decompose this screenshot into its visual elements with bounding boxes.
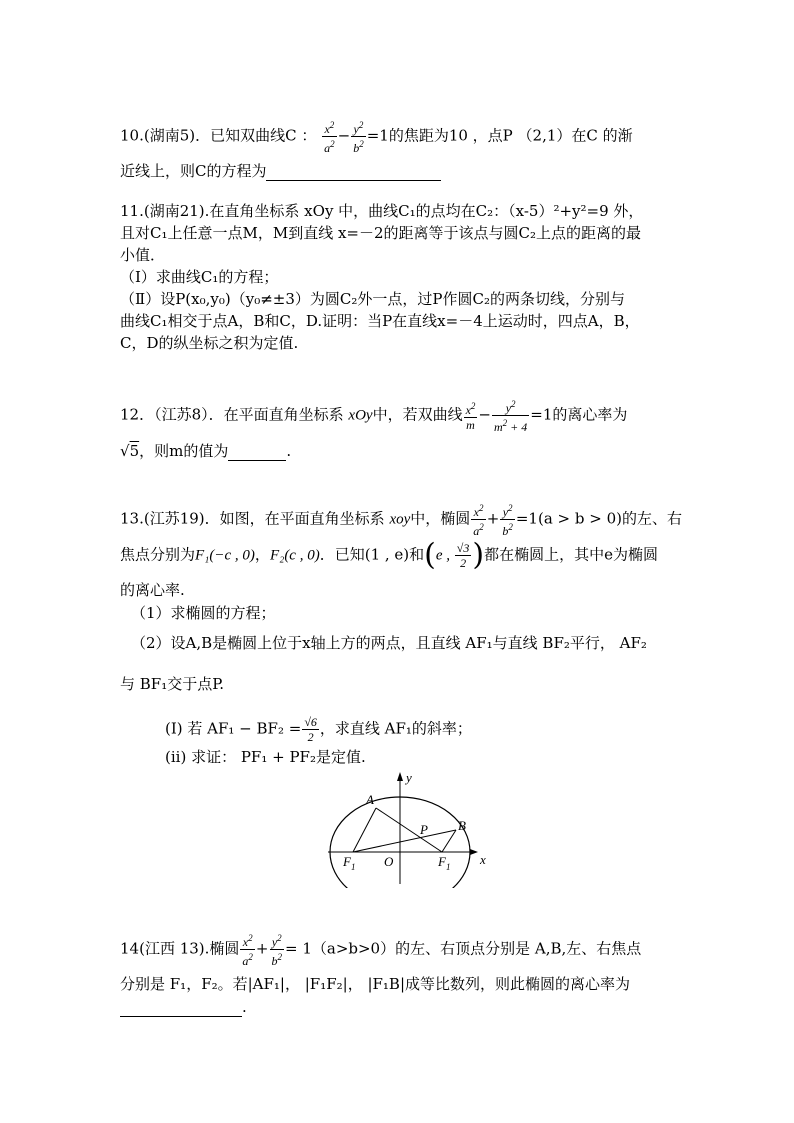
- q13-sub-i: (I) 若 AF₁ − BF₂ = $\frac{√6}{2}$ ，求直线 AF₁的斜率；: [165, 715, 472, 744]
- q14-end: .: [242, 998, 247, 1016]
- q12-answer-blank[interactable]: [228, 442, 286, 461]
- q13-f1: F₁(−c , 0): [195, 547, 255, 564]
- label-A: A: [366, 792, 374, 807]
- y-axis-arrow: [397, 772, 403, 781]
- q10-prefix: 10.(湖南5)．已知双曲线C ：: [120, 126, 317, 145]
- q11-part2-line3: C，D的纵坐标之积为定值.: [120, 334, 299, 352]
- q13-frac-y: $\frac{y^2}{b^2}$: [502, 503, 513, 538]
- q13-cond: =1(a > b > 0)的左、右: [515, 509, 682, 528]
- label-F1-sub: 1: [351, 862, 356, 872]
- label-F2: F: [438, 854, 446, 869]
- q13-l2b: ．已知(1 , e)和: [319, 545, 425, 564]
- q11-line1: 11.(湖南21).在直角坐标系 xOy 中，曲线C₁的点均在C₂：（x-5）²+y²=9 外，: [120, 202, 644, 220]
- q12-mid: 中，若双曲线: [372, 405, 463, 424]
- q13-frac-sqrt3: $\frac{√3}{2}$: [456, 541, 470, 570]
- q13-part1: （1）求椭圆的方程；: [131, 604, 276, 622]
- q11-line3: 小值．: [120, 246, 166, 264]
- q14-line1: 14(江西 13).椭圆 $\frac{x^2}{a^2}$ + $\frac{y^2}{b^2}$ = 1（a>b>0）的左、右顶点分别是 A,B,左、右焦点: [120, 933, 642, 968]
- q14-prefix: 14(江西 13).椭圆: [120, 939, 240, 958]
- q14-frac-x: $\frac{x^2}{a^2}$: [242, 933, 253, 968]
- q12-frac-y: $\frac{y^2}{m^2 + 4}$: [494, 399, 528, 434]
- q10-line2: [120, 160, 441, 181]
- q12-eq: =1: [530, 405, 553, 424]
- q14-line2: [120, 973, 630, 994]
- q14-frac-y: $\frac{y^2}{b^2}$: [271, 933, 282, 968]
- q12-sqrt5: 5: [129, 442, 140, 460]
- q13-part2-cont: 与 BF₁交于点P.: [120, 675, 225, 693]
- q13-line2: 焦点分别为F₁(−c , 0)，F₂(c , 0)．已知(1 , e)和(e , $\frac{√3}{2}$ )都在椭圆上，其中e为椭圆: [120, 537, 658, 573]
- q10-middle: =1的焦距为10 ，点P （2,1）在C 的渐: [366, 126, 633, 145]
- label-F2-sub: 1: [446, 862, 451, 872]
- q14-answer-blank[interactable]: [120, 998, 242, 1017]
- q13-paren-right: ): [472, 537, 485, 573]
- q12-end: .: [286, 442, 292, 460]
- q12-frac-x: $\frac{x^2}{m}$: [465, 401, 476, 432]
- label-P: P: [420, 822, 428, 837]
- label-O: O: [384, 854, 394, 869]
- q12-suffix: 的离心率为: [552, 405, 628, 424]
- q14-cond: = 1（a>b>0）的左、右顶点分别是 A,B,左、右焦点: [285, 939, 642, 958]
- q10-line2-text: 近线上，则C的方程为: [120, 162, 267, 180]
- segment-BF2: [442, 830, 456, 852]
- q11-part1: （Ⅰ）求曲线C₁的方程；: [120, 268, 279, 286]
- q13-sub-ii: (ii) 求证： PF₁ + PF₂是定值.: [165, 748, 366, 766]
- q13-mid: 中，椭圆: [410, 509, 471, 528]
- segment-BF1: [353, 830, 456, 852]
- q13-frac-sqrt6: $\frac{√6}{2}$: [304, 715, 317, 744]
- q13-xoy: xoy: [389, 511, 411, 528]
- q14-l2: 分别是 F₁，F₂。若|AF₁|， |F₁F₂|， |F₁B|成等比数列，则此椭圆的离心率为: [120, 975, 631, 993]
- q11-line2: 且对C₁上任意一点M，M到直线 x=－2的距离等于该点与圆C₂上点的距离的最: [120, 224, 642, 242]
- q12-prefix: 12．（江苏8）．在平面直角坐标系: [120, 405, 344, 424]
- q12-line2: [120, 440, 291, 461]
- q11-block: [120, 200, 680, 354]
- q10-frac-x: $\frac{x^2}{a^2}$: [324, 120, 335, 155]
- q13-part2: （2）设A,B是椭圆上位于x轴上方的两点，且直线 AF₁与直线 BF₂平行， AF₂: [131, 634, 647, 652]
- q13-l2c: 都在椭圆上，其中e为椭圆: [484, 545, 658, 564]
- q12-line1: 12．（江苏8）．在平面直角坐标系 xOy中，若双曲线 $\frac{x^2}{m}$ − $\frac{y^2}{m^2 + 4}$ =1的离心率为: [120, 399, 628, 434]
- q10-line1: 10.(湖南5)．已知双曲线C ： $\frac{x^2}{a^2}$ − $\frac{y^2}{b^2}$ =1的焦距为10 ，点P （2,1）在C 的渐: [120, 120, 633, 155]
- q10-answer-blank[interactable]: [266, 162, 441, 181]
- q13-frac-x: $\frac{x^2}{a^2}$: [473, 503, 484, 538]
- x-axis-arrow: [470, 849, 478, 855]
- q12-line2-text: ，则m的值为: [139, 442, 229, 460]
- segment-AF1: [353, 808, 376, 852]
- q13-prefix: 13.(江苏19)．如图，在平面直角坐标系: [120, 509, 385, 528]
- q13-l2a: 焦点分别为: [120, 545, 196, 564]
- q14-line3: [120, 998, 247, 1017]
- q12-xoy: xOy: [348, 407, 373, 424]
- ellipse-figure: [310, 768, 500, 888]
- q13-l3: 的离心率.: [120, 581, 185, 599]
- q11-part2-line1: （Ⅱ）设P(x₀,y₀)（y₀≠±3）为圆C₂外一点，过P作圆C₂的两条切线，分别与: [120, 290, 625, 308]
- q13-f2: F₂(c , 0): [269, 547, 320, 564]
- label-x: x: [480, 852, 486, 867]
- q13-line3: [120, 579, 185, 600]
- label-y: y: [406, 770, 412, 785]
- label-B: B: [458, 818, 466, 833]
- label-F1: F: [343, 854, 351, 869]
- q13-paren-left: (: [424, 537, 436, 573]
- q12-sqrt-symbol: √: [120, 442, 130, 460]
- q10-frac-y: $\frac{y^2}{b^2}$: [353, 120, 364, 155]
- q11-part2-line2: 曲线C₁相交于点A，B和C，D.证明：当P在直线x=－4上运动时，四点A，B，: [120, 312, 640, 330]
- q13-line1: 13.(江苏19)．如图，在平面直角坐标系 xoy中，椭圆 $\frac{x^2}{a^2}$ + $\frac{y^2}{b^2}$ =1(a > b > 0)的左、右: [120, 503, 682, 538]
